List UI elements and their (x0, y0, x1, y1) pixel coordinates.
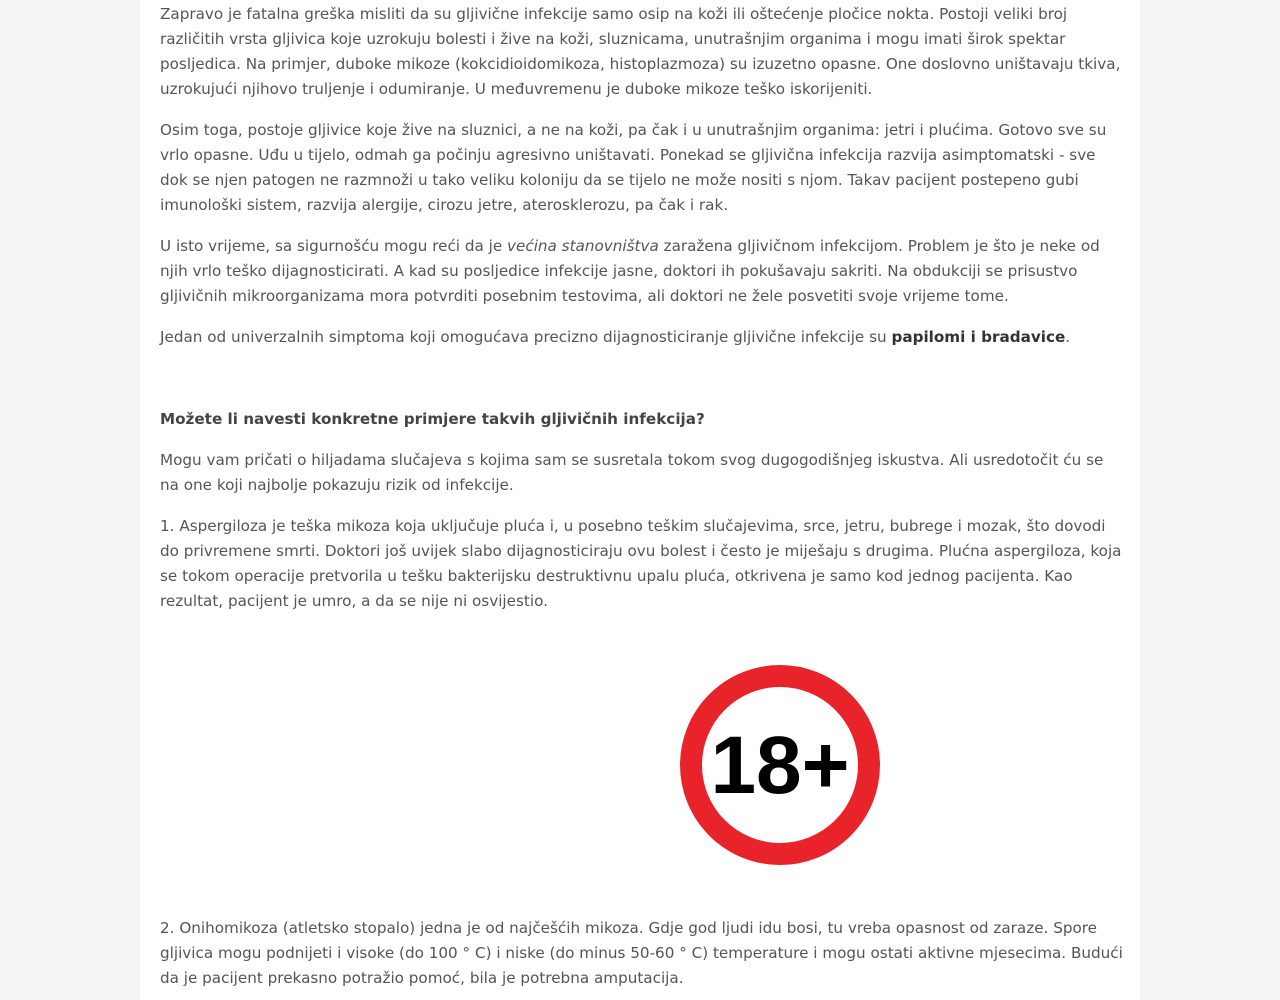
paragraph-internal-fungi: Osim toga, postoje gljivice koje žive na sluznici, a ne na koži, pa čak i u unutrašnjim organima: jetri i plućima. Gotovo sve su vrlo opasne. Uđu u tijelo, odmah ga počinju agresivno uništavati. Ponekad se gljivična infekcija razvija asimptomatski - sve dok se njen patogen ne razmnoži u tako veliku koloniju da se tijelo ne može nositi s njom. Takav pacijent postepeno gubi imunološki sistem, razvija alergije, cirozu jetre, aterosklerozu, pa čak i rak. (160, 121, 1107, 214)
paragraph-onychomycosis: 2. Onihomikoza (atletsko stopalo) jedna je od najčešćih mikoza. Gdje god ljudi idu bosi, tu vreba opasnost od zaraze. Spore gljivica mogu podnijeti i visoke (do 100 ° C) i niske (do minus 50-60 ° C) temperature i mogu ostati aktivne mjesecima. Budući da je pacijent prekasno potražio pomoć, bila je potrebna amputacija. (160, 919, 1123, 987)
paragraph-aspergillosis: 1. Aspergiloza je teška mikoza koja uključuje pluća i, u posebno teškim slučajevima, srce, jetru, bubrege i mozak, što dovodi do privremene smrti. Doktori još uvijek slabo dijagnosticiraju ovu bolest i često je miješaju s drugima. Plućna aspergiloza, koja se tokom operacije pretvorila u tešku bakterijsku destruktivnu upalu pluća, otkrivena je samo kod jednog pacijenta. Kao rezultat, pacijent je umro, a da se nije ni osvijestio. (160, 517, 1122, 610)
paragraph-population-end: zaražena gljivičnom infekcijom. Problem je što je neke od njih vrlo teško dijagnosticirati. A kad su posljedice infekcije jasne, doktori ih pokušavaju sakriti. Na obdukciji se prisustvo gljivičnih mikroorganizama mora potvrditi posebnim testovima, ali doktori ne žele posvetiti svoje vrijeme tome. (160, 237, 1100, 305)
paragraph-symptoms-start: Jedan od univerzalnih simptoma koji omogućava precizno dijagnosticiranje gljivične infekcije su (160, 328, 892, 346)
paragraph-fungal-intro: Zapravo je fatalna greška misliti da su gljivične infekcije samo osip na koži ili oštećenje pločice nokta. Postoji veliki broj različitih vrsta gljivica koje uzrokuju bolesti i žive na koži, sluznicama, unutrašnjim organima i mogu imati širok spektar posljedica. Na primjer, duboke mikoze (kokcidioidomikoza, histoplazmoza) su izuzetno opasne. One doslovno uništavaju tkiva, uzrokujući njihovo truljenje i odumiranje. U međuvremenu je duboke mikoze teško iskorijeniti. (160, 5, 1121, 98)
paragraph-population-start: U isto vrijeme, sa sigurnošću mogu reći da je (160, 237, 508, 255)
paragraph-answer-intro: Mogu vam pričati o hiljadama slučajeva s kojima sam se susretala tokom svog dugogodišnjeg iskustva. Ali usredotočit ću se na one koji najbolje pokazuju rizik od infekcije. (160, 451, 1104, 494)
article-page (140, 0, 1140, 1000)
paragraph-symptoms (160, 325, 1125, 350)
sign-label: 18+ (710, 720, 850, 811)
question-heading: Možete li navesti konkretne primjere takvih gljivičnih infekcija? (160, 410, 705, 428)
emphasis-majority: većina stanovništva (507, 237, 659, 255)
paragraph-symptoms-end: . (1065, 328, 1071, 346)
paragraph-population (160, 234, 1125, 309)
age-restriction-sign (679, 664, 881, 866)
bold-papillomas: papilomi i bradavice (891, 328, 1066, 346)
